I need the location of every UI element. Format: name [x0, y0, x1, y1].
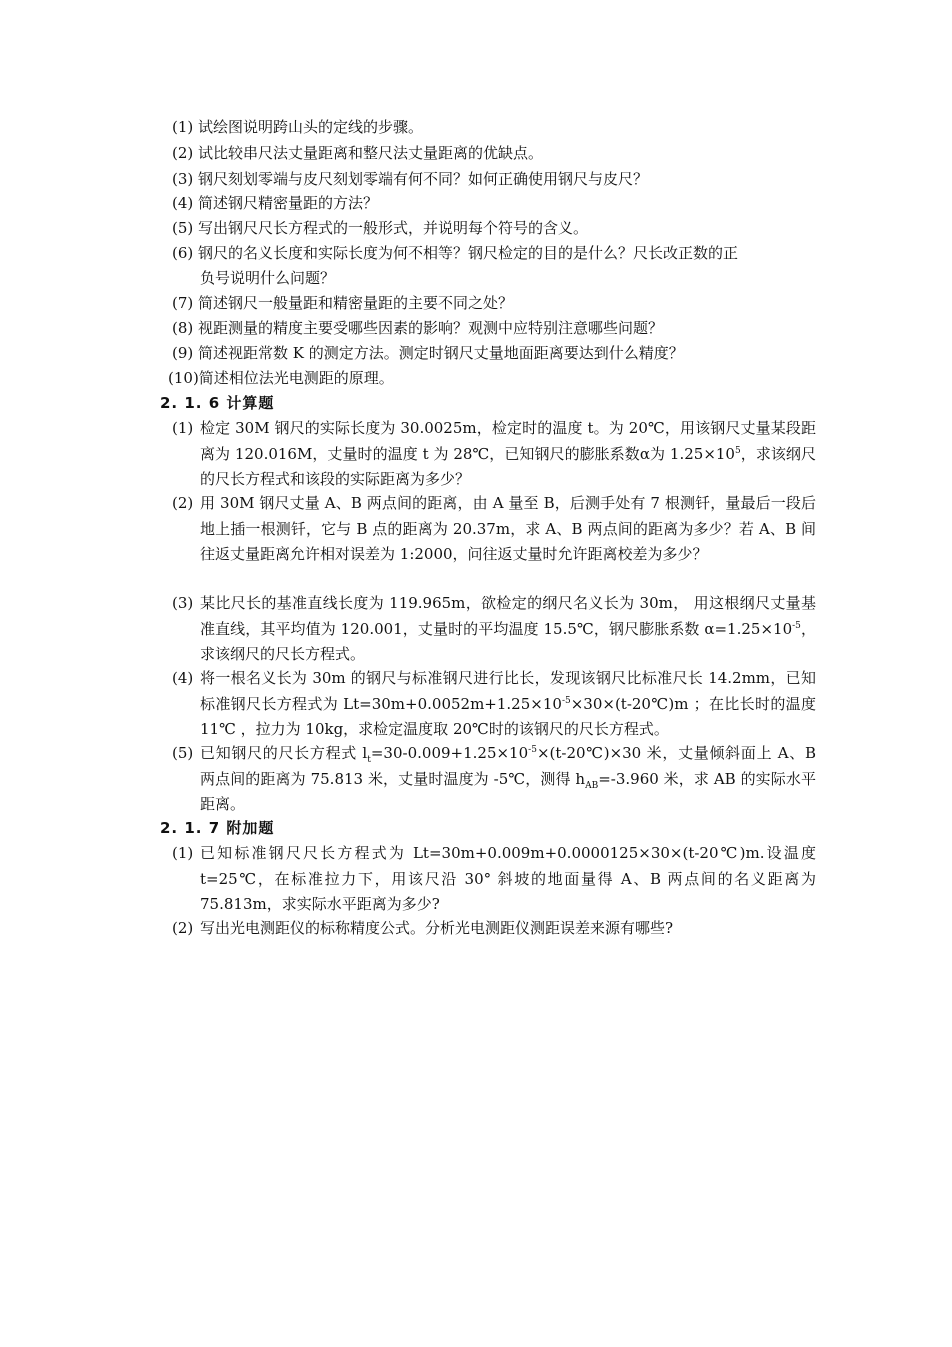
problem-number: (4) [172, 669, 194, 687]
problem-number: (2) [172, 919, 194, 937]
question-6 [172, 241, 812, 266]
question-number: (6) [172, 244, 194, 262]
question-text: 视距测量的精度主要受哪些因素的影响？观测中应特别注意哪些问题？ [198, 319, 664, 337]
question-number: (5) [172, 219, 194, 237]
question-2 [172, 141, 812, 166]
calc-problem-2 [172, 491, 816, 568]
question-5 [172, 216, 812, 241]
problem-number: (5) [172, 744, 194, 762]
section-heading-additional: 2. 1. 7 附加题 [160, 819, 275, 837]
problem-text: 检定 30M 钢尺的实际长度为 30.0025m，检定时的温度 t。为 20℃，用该钢尺丈量某段距离为 120.016M，丈量时的温度 t 为 28℃，已知钢尺的膨胀系数α为 $1.25\times 10^5$，求该纲尺的尺长方程式和该段的实际距离为多少？ [200, 419, 816, 488]
question-text: 简述钢尺一般量距和精密量距的主要不同之处？ [198, 294, 514, 312]
problem-text: 已知标准钢尺尺长方程式为 Lt=30m+0.009m+0.0000125×30×(t-20℃)m.设温度 t=25℃，在标准拉力下，用该尺沿 30° 斜坡的地面量得 A、B 两点间的名义距离为 75.813m，求实际水平距离为多少? [200, 844, 816, 913]
problem-number: (2) [172, 494, 194, 512]
question-number: (3) [172, 170, 194, 188]
question-9 [172, 341, 812, 366]
question-text: 简述视距常数 K 的测定方法。测定时钢尺丈量地面距离要达到什么精度？ [198, 344, 684, 362]
question-7 [172, 291, 812, 316]
question-3 [172, 167, 812, 192]
question-text: 试比较串尺法丈量距离和整尺法丈量距离的优缺点。 [198, 144, 544, 162]
question-text: 钢尺的名义长度和实际长度为何不相等？钢尺检定的目的是什么？尺长改正数的正 [198, 244, 739, 262]
problem-text: 将一根名义长为 30m 的钢尺与标准钢尺进行比长，发现该钢尺比标准尺长 14.2mm，已知标准钢尺长方程式为 $Lt=30m+0.0052m+1.25\times 10^{-5}\times 30\times(t-20℃)m$ ；在比长时的温度 11℃ ，拉力为 10kg，求检定温度取 20℃时的该钢尺的尺长方程式。 [200, 669, 816, 738]
problem-text: 用 30M 钢尺丈量 A、B 两点间的距离，由 A 量至 B，后测手处有 7 根测钎，量最后一段后地上插一根测钎，它与 B 点的距离为 20.37m，求 A、B 两点间的距离为多少？若 A、B 间往返丈量距离允许相对误差为 1:2000，问往返丈量时允许距离校差为多少？ [200, 494, 816, 563]
question-text: 负号说明什么问题？ [200, 269, 336, 287]
question-8 [172, 316, 812, 341]
question-text: 写出钢尺尺长方程式的一般形式，并说明每个符号的含义。 [198, 219, 589, 237]
question-text: 试绘图说明跨山头的定线的步骤。 [198, 118, 424, 136]
section-heading-calculation: 2. 1. 6 计算题 [160, 394, 275, 412]
question-number: (10) [168, 369, 199, 387]
question-number: (2) [172, 144, 194, 162]
problem-text: 写出光电测距仪的标称精度公式。分析光电测距仪测距误差来源有哪些? [200, 919, 674, 937]
calc-problem-1 [172, 416, 816, 493]
question-number: (4) [172, 194, 194, 212]
additional-problem-2 [172, 916, 816, 942]
question-text: 钢尺刻划零端与皮尺刻划零端有何不同？如何正确使用钢尺与皮尺？ [198, 170, 649, 188]
calc-problem-4 [172, 666, 816, 743]
question-number: (8) [172, 319, 194, 337]
question-text: 简述相位法光电测距的原理。 [198, 369, 394, 387]
question-number: (7) [172, 294, 194, 312]
question-1 [172, 115, 812, 140]
problem-text: 已知钢尺的尺长方程式 $l_t=30-0.009+1.25\times 10^{-5}\times(t-20℃)\times 30$ 米，丈量倾斜面上 A、B 两点间的距离为 75.813 米，丈量时温度为 -5℃，测得 $h_{AB}=-3.960$ 米，求 AB 的实际水平距离。 [200, 744, 816, 813]
additional-problem-1 [172, 841, 816, 918]
calc-problem-3 [172, 591, 816, 668]
question-text: 简述钢尺精密量距的方法？ [198, 194, 379, 212]
problem-number: (1) [172, 844, 194, 862]
problem-text: 某比尺长的基准直线长度为 119.965m，欲检定的纲尺名义长为 30m， 用这根纲尺丈量基准直线，其平均值为 120.001，丈量时的平均温度 15.5℃，钢尺膨胀系数 $\alpha=1.25\times 10^{-5}$，求该纲尺的尺长方程式。 [200, 594, 816, 663]
question-10 [168, 366, 808, 391]
problem-number: (3) [172, 594, 194, 612]
question-6-continuation [200, 266, 840, 291]
question-4 [172, 191, 812, 216]
question-number: (9) [172, 344, 194, 362]
calc-problem-5 [172, 741, 816, 818]
question-number: (1) [172, 118, 194, 136]
problem-number: (1) [172, 419, 194, 437]
